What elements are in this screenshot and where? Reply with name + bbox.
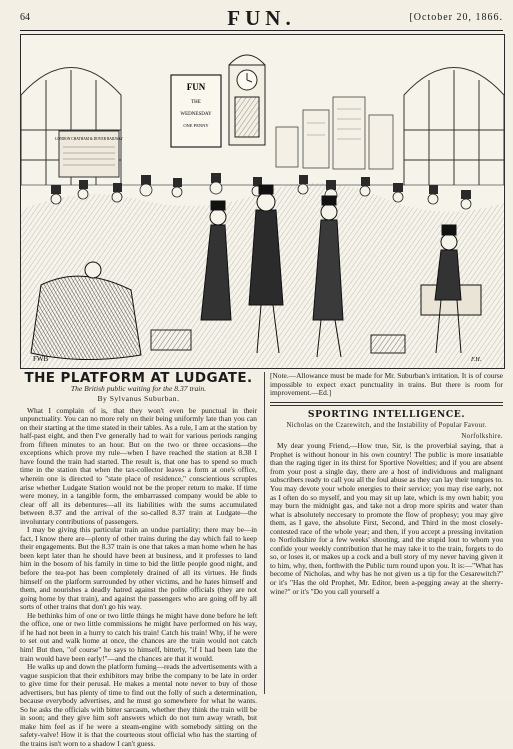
right-column bbox=[270, 372, 503, 696]
sporting-place: Norfolkshire. bbox=[461, 432, 503, 440]
svg-text:WEDNESDAY: WEDNESDAY bbox=[180, 112, 212, 117]
sporting-subtitle: Nicholas on the Czarewitch, and the Instability of Popular Favour. bbox=[286, 422, 487, 430]
svg-text:FUN: FUN bbox=[186, 82, 206, 92]
article-paragraph: He walks up and down the platform fuming—reads the advertisements with a vague suspicion that their exhibitors may bribe the company to be late in order to give time for their perusal. He makes a mental note never to buy of those advertisers, but has plenty of time to find out the folly of such a determination, because everybody advertises, and he must go somewhere for what he wants. So he asks the officials with bitter sarcasm, whether they think the train will be in soon; and they give him soft answers which do not turn away wrath, but make him feel as if he were a steam-engine with somebody sitting on the safety-valve! How it is that the courteous stout official who has the starting of the trains isn't worn to a shadow I can't guess. bbox=[20, 662, 257, 748]
column-rule bbox=[264, 372, 265, 694]
page-header bbox=[20, 6, 503, 30]
article-paragraph: I may be giving this particular train an undue partiality; there may be—in fact, I know there are—plenty of other trains during the day which fail to keep their engagements. But the 8.37 train is one that takes a man home when he has been kept later than he should have been at business, and it professes to land him in the bosom of his family in time to bid the little people good night, and before the tea-pot has been completely drained of all its virtues. He finds himself on the platform surrounded by other victims, and he hates himself and them, and nourishes a deadly hatred against the polite officials (they are not going home by that train), and against the passengers who are going off by all sorts of other trains that don't go his way. bbox=[20, 525, 257, 612]
engraving bbox=[21, 35, 504, 368]
editor-note: [Note.—Allowance must be made for Mr. Suburban's irritation. It is of course impossible to expect exact punctuality in trains. But there is room for improvement.—Ed.] bbox=[270, 371, 503, 398]
wall-notice: LONDON CHATHAM & DOVER RAILWAY bbox=[55, 137, 123, 141]
article-title: THE PLATFORM AT LUDGATE. bbox=[24, 370, 253, 386]
svg-text:THE: THE bbox=[191, 100, 201, 105]
article-byline: By Sylvanus Suburban. bbox=[97, 394, 180, 404]
page-number: 64 bbox=[20, 12, 30, 23]
left-column bbox=[20, 370, 257, 748]
article-paragraph: What I complain of is, that they won't even be punctual in their unpunctuality. You can no more rely on their being uniformly late than you can on their starting at the time stated in their tables. As a rule, I am at the station by half-past eight, and then I've generally had to wait for various periods ranging from fifteen minutes to an hour. But on the two or three occasions—the exceptions which prove my rule—when I have reached the station at 8.38 I have found the train had started. The result is, that one has to spend so much time in the station that when the tax-collector leaves a form at one's office, wherein one is directed to "state place of residence," conscientious scruples arise whether Ludgate Station would not be the proper return to make. If time were money, in a tangible form, the embarrassed company would be able to clear off all its debentures—all its liabilities with the sums accumulated between 8.37 and the arrival of the so-called 8.37 train at Ludgate—the involuntary contributions of passengers. bbox=[20, 405, 257, 526]
sporting-paragraph: My dear young Friend,—How true, Sir, is the proverbial saying, that a Prophet is without honour in his own country! The public is more insatiable than the raging tiger in its thirst for Sportive Novelties; and if you are absent from your post a single day, there are a host of individuous and malignant subscribers ready to call you all the foul abuse as they can lay their tongues to. You may devote your whole energies to their service; you may rise early, not as I often do so myself, and you may sit up late, which is my own habit; you may burn the midnight gas, and take not a drop more spirits and water than what is absolutely neccesary to promote the flow of prophesy; you may give them, as I gave, the absolute First, Second, and Third in the most closely-contested race of the whole year; and then, if you accept a pressing invitation to Norfolkshire for a few weeks' shooting, and the stupid lout to whom you confide your weekly contribution that he may take it to the train, forgets to do so, or loses it, or makes up a cock and a bull story of my never having given it to him, why, then, forthwith the Public turn round upon you. It is:—"What has become of Nicholas, and why has he not given us a tip for the Cesarewitch?" or it's "Has the old Prophet, Mr. Editor, been a-pegging away at the sherry-wine?" or it's "Do you call yourself a bbox=[270, 441, 503, 596]
illustration-platform bbox=[20, 34, 505, 369]
header-rule bbox=[20, 30, 503, 31]
artist-monogram: FWB bbox=[33, 355, 49, 363]
svg-text:ONE PENNY: ONE PENNY bbox=[183, 123, 209, 128]
section-separator bbox=[270, 402, 503, 406]
station-clock bbox=[229, 55, 265, 145]
sporting-title: SPORTING INTELLIGENCE. bbox=[307, 408, 466, 420]
article-paragraph: He bethinks him of one or two little things he might have done before he left the office, one or two little commissions he might have performed on his way, if he had not been in a hurry to catch his train! Catch his train! Why, if he were to set out and walk home at once, the chances are the train would not catch him! But then, "of course" he says to himself, bitterly, "if I had been late the train would have been early!"—and the chances are that it would. bbox=[20, 610, 257, 663]
masthead: FUN. bbox=[227, 6, 296, 30]
article-subtitle: The British public waiting for the 8.37 train. bbox=[70, 383, 207, 393]
artist-signature: F.H. bbox=[471, 357, 482, 363]
fun-advert-sign bbox=[171, 75, 221, 147]
issue-date: [October 20, 1866. bbox=[409, 12, 503, 23]
